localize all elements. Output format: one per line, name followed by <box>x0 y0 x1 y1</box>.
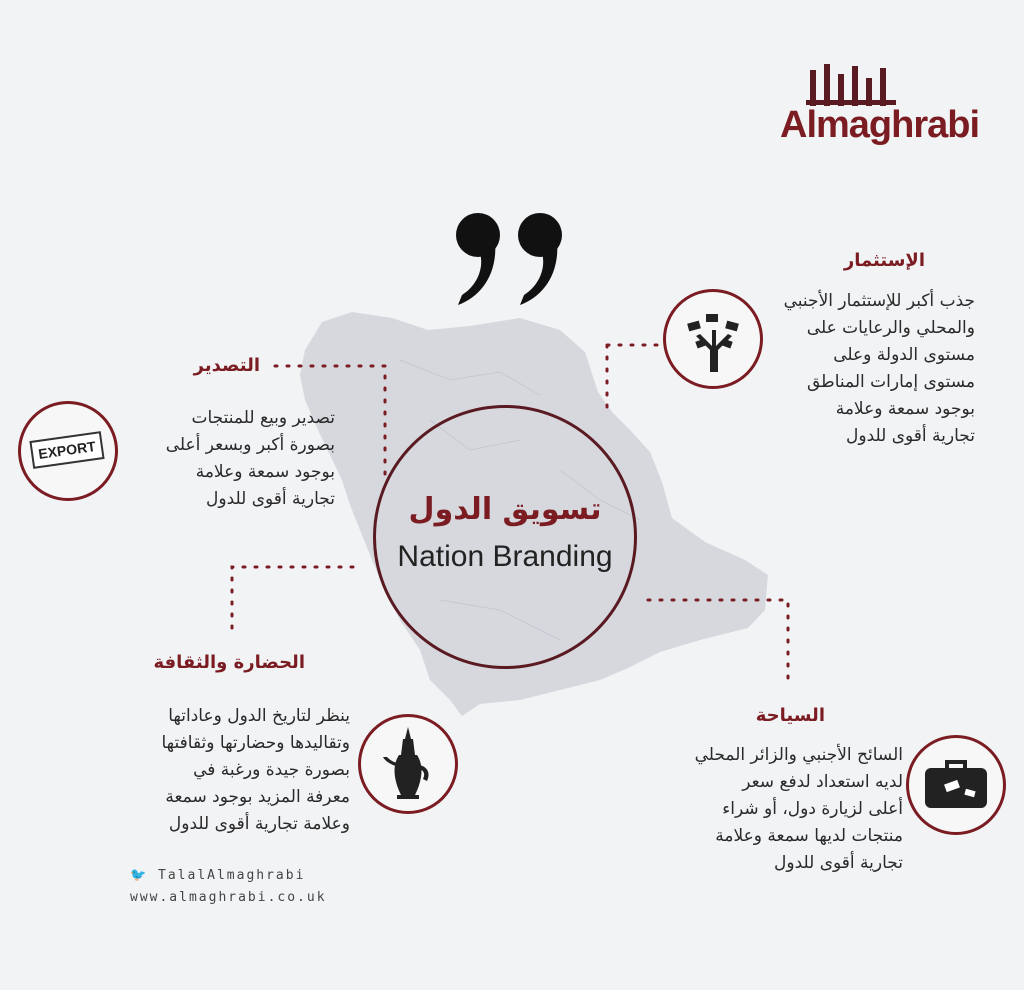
suitcase-icon <box>909 738 1003 832</box>
text-line: تجارية أقوى للدول <box>846 426 975 446</box>
culture-heading: الحضارة والثقافة <box>153 652 305 673</box>
text-line: ينظر لتاريخ الدول وعاداتها <box>168 706 350 726</box>
text-line: بصورة جيدة ورغبة في <box>193 760 350 780</box>
twitter-icon: 🐦 <box>130 868 149 883</box>
tourism-text <box>628 742 903 877</box>
text-line: بوجود سمعة وعلامة <box>195 462 335 482</box>
culture-text <box>90 703 350 838</box>
text-line: معرفة المزيد بوجود سمعة <box>165 787 350 807</box>
text-line: أعلى لزيارة دول، أو شراء <box>722 799 903 819</box>
brand-logo <box>780 60 980 155</box>
investment-connector <box>607 345 662 410</box>
coffee-pot-icon <box>361 717 455 811</box>
text-line: مستوى إمارات المناطق <box>807 372 975 392</box>
culture-icon-circle <box>358 714 458 814</box>
text-line: وتقاليدها وحضارتها وثقافتها <box>161 733 350 753</box>
text-line: تجارية أقوى للدول <box>774 853 903 873</box>
logo-wordmark: Almaghrabi <box>780 104 980 146</box>
center-circle <box>373 405 637 669</box>
text-line: بوجود سمعة وعلامة <box>835 399 975 419</box>
arabic-logo-mark <box>800 60 910 110</box>
website-link[interactable]: www.almaghrabi.co.uk <box>130 890 327 905</box>
twitter-handle-row <box>130 868 390 883</box>
text-line: لديه استعداد لدفع سعر <box>742 772 903 792</box>
money-tree-icon <box>666 292 760 386</box>
text-line: وعلامة تجارية أقوى للدول <box>168 814 350 834</box>
center-title-english: Nation Branding <box>397 540 613 573</box>
investment-icon-circle <box>663 289 763 389</box>
text-line: تجارية أقوى للدول <box>206 489 335 509</box>
quote-mark-icon <box>440 205 580 315</box>
export-stamp-label: EXPORT <box>37 438 97 462</box>
text-line: منتجات لديها سمعة وعلامة <box>715 826 903 846</box>
tourism-icon-circle <box>906 735 1006 835</box>
text-line: جذب أكبر للإستثمار الأجنبي <box>783 291 975 311</box>
investment-heading: الإستثمار <box>843 250 925 271</box>
export-heading: التصدير <box>193 355 260 376</box>
twitter-handle[interactable]: TalalAlmaghrabi <box>158 868 306 883</box>
text-line: السائح الأجنبي والزائر المحلي <box>694 745 903 765</box>
tourism-connector <box>648 600 788 680</box>
export-stamp-icon <box>29 431 104 469</box>
export-icon-circle <box>18 401 118 501</box>
text-line: تصدير وبيع للمنتجات <box>191 408 335 428</box>
center-title-arabic: تسويق الدول <box>408 492 602 527</box>
text-line: بصورة أكبر وبسعر أعلى <box>165 435 335 455</box>
culture-connector <box>232 567 362 628</box>
tourism-heading: السياحة <box>755 705 825 726</box>
text-line: والمحلي والرعايات على <box>806 318 975 338</box>
export-text <box>105 405 335 513</box>
text-line: مستوى الدولة وعلى <box>833 345 975 365</box>
